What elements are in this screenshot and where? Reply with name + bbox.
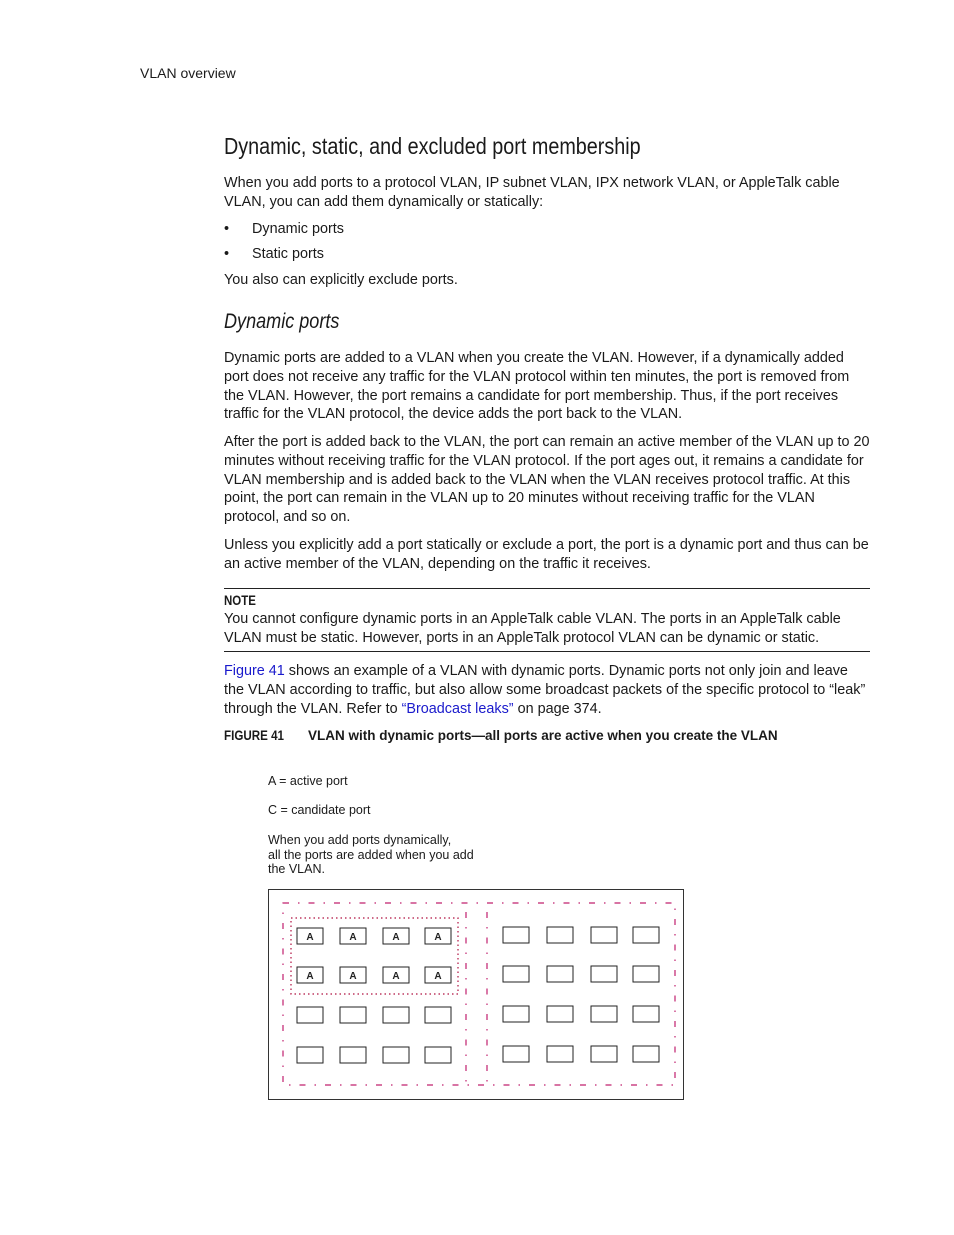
port [340,1007,366,1023]
port [633,1046,659,1062]
switch-diagram [268,889,684,1100]
port-active-label: A [306,971,314,982]
port [547,1046,573,1062]
legend-note-line: all the ports are added when you add [268,847,474,862]
port-active-label: A [349,932,357,943]
running-header: VLAN overview [140,65,236,81]
bullet-text: Dynamic ports [252,221,344,237]
port [547,1006,573,1022]
port [633,966,659,982]
port-active-label: A [392,932,400,943]
port [547,927,573,943]
port-active-label: A [434,932,442,943]
port [503,1046,529,1062]
paragraph-dynamic-3: Unless you explicitly add a port statically or exclude a port, the port is a dynamic port and thus can be an active member of the VLAN, depending on the traffic it receives. [224,537,869,572]
port [591,1006,617,1022]
port [633,927,659,943]
port [340,1047,366,1063]
legend-candidate: C = candidate port [268,803,371,817]
bullet-icon: • [224,246,230,262]
switch-diagram-svg [269,890,682,1098]
figure-reference-paragraph [224,662,870,718]
port [425,1007,451,1023]
legend-active: A = active port [268,774,348,788]
outro-paragraph: You also can explicitly exclude ports. [224,272,458,288]
port [633,1006,659,1022]
port [503,966,529,982]
port [547,966,573,982]
note-text: You cannot configure dynamic ports in an AppleTalk cable VLAN. The ports in an AppleTalk cable VLAN must be static. However, ports in an AppleTalk protocol VLAN can be dynamic or static. [224,611,841,646]
legend-note-line: When you add ports dynamically, [268,833,452,847]
port [297,1007,323,1023]
bullet-text: Static ports [252,246,324,262]
note-top-rule [224,588,870,589]
port [383,1007,409,1023]
port-active-label: A [349,971,357,982]
note-label: NOTE [224,592,256,608]
port-active-label: A [392,971,400,982]
figure-label: FIGURE 41 [224,728,285,743]
port [591,1046,617,1062]
port-active-label: A [434,971,442,982]
legend-note-line: the VLAN. [268,862,325,877]
legend-note [268,833,474,877]
port [297,1047,323,1063]
port [591,966,617,982]
paragraph-dynamic-2: After the port is added back to the VLAN, the port can remain an active member of the VLAN up to 20 minutes without receiving traffic for the VLAN protocol. If the port ages out, it remains a candidate for VLAN membership and is added back to the VLAN when the VLAN receives protocol traffic. At this point, the port can remain in the VLAN up to 20 minutes without receiving traffic for the VLAN protocol, and so on. [224,434,870,526]
port [503,927,529,943]
section-title: Dynamic, static, and excluded port membership [224,133,641,159]
port-active-label: A [306,932,314,943]
port [503,1006,529,1022]
port [591,927,617,943]
port [425,1047,451,1063]
figure-ref-text: shows an example of a VLAN with dynamic ports. Dynamic ports not only join and leave the VLAN according to traffic, but also allow some broadcast packets of the specific protocol to “leak” through the VLAN. Refer to [224,663,866,717]
bullet-icon: • [224,221,230,237]
figure-title: VLAN with dynamic ports—all ports are active when you create the VLAN [308,728,778,743]
broadcast-leaks-link[interactable]: “Broadcast leaks” [401,700,514,717]
subsection-title: Dynamic ports [224,310,340,333]
port [383,1047,409,1063]
paragraph-dynamic-1: Dynamic ports are added to a VLAN when you create the VLAN. However, if a dynamically added port does not receive any traffic for the VLAN protocol within ten minutes, the port is removed from the VLAN. However, the port remains a candidate for port membership. Thus, if the port receives traffic for the VLAN protocol, the device adds the port back to the VLAN. [224,350,850,423]
figure-41-link[interactable]: Figure 41 [224,663,285,679]
figure-ref-text-end: on page 374. [513,700,602,717]
note-bottom-rule [224,651,870,652]
intro-paragraph: When you add ports to a protocol VLAN, IP subnet VLAN, IPX network VLAN, or AppleTalk cable VLAN, you can add them dynamically or statically: [224,175,840,210]
